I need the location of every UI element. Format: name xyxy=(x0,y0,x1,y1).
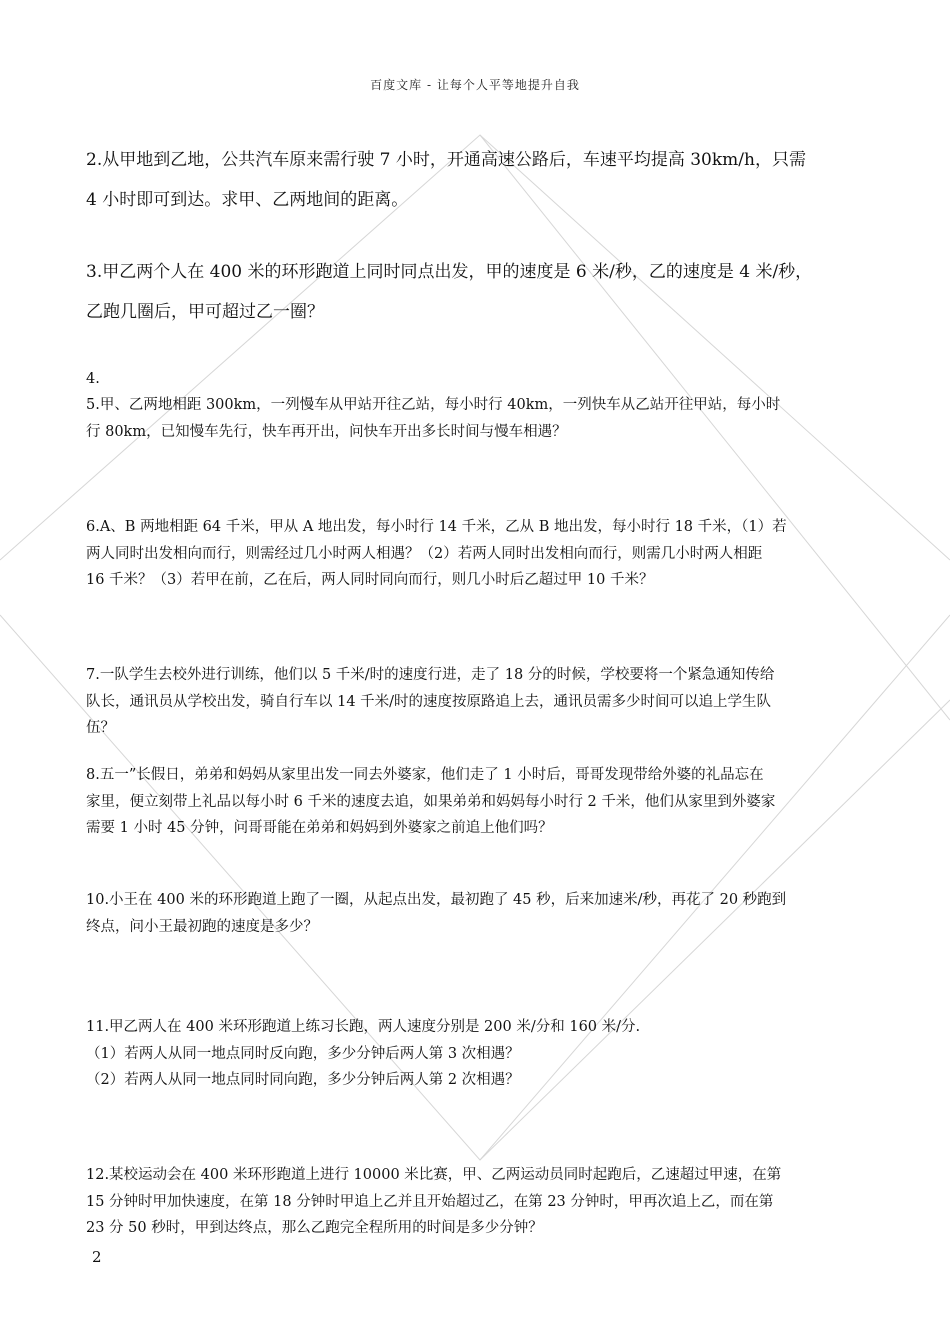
page-number: 2 xyxy=(92,1248,102,1266)
problem-line: 6.A、B 两地相距 64 千米，甲从 A 地出发，每小时行 14 千米，乙从 B 地出发，每小时行 18 千米，（1）若 xyxy=(86,519,787,535)
problem-line: 3.甲乙两个人在 400 米的环形跑道上同时同点出发，甲的速度是 6 米/秒，乙的速度是 4 米/秒， xyxy=(86,262,813,282)
problem-line: 5.甲、乙两地相距 300km，一列慢车从甲站开往乙站，每小时行 40km，一列快车从乙站开往甲站，每小时 xyxy=(86,397,781,413)
problem-line: 行 80km，已知慢车先行，快车再开出，问快车开出多长时间与慢车相遇？ xyxy=(86,423,567,440)
problem-8 xyxy=(86,762,866,842)
problem-line: 23 分 50 秒时，甲到达终点，那么乙跑完全程所用的时间是多少分钟？ xyxy=(86,1220,543,1236)
problem-line: 11.甲乙两人在 400 米环形跑道上练习长跑，两人速度分别是 200 米/分和 160 米/分. xyxy=(86,1019,641,1035)
problem-line: 2.从甲地到乙地，公共汽车原来需行驶 7 小时，开通高速公路后，车速平均提高 30km/h，只需 xyxy=(86,150,806,170)
problem-12 xyxy=(86,1162,866,1242)
problem-10 xyxy=(86,887,866,940)
problem-line: 4. xyxy=(86,371,100,387)
problem-6 xyxy=(86,514,866,594)
problem-line: 15 分钟时甲加快速度，在第 18 分钟时甲追上乙并且开始超过乙，在第 23 分钟时，甲再次追上乙，而在第 xyxy=(86,1193,774,1210)
problem-line: 伍？ xyxy=(86,720,115,736)
problem-7 xyxy=(86,662,866,742)
problem-2 xyxy=(86,140,866,220)
page-header: 百度文库 - 让每个人平等地提升自我 xyxy=(370,78,580,92)
problem-line: 10.小王在 400 米的环形跑道上跑了一圈，从起点出发，最初跑了 45 秒，后来加速米/秒，再花了 20 秒跑到 xyxy=(86,892,787,908)
problem-line: （1）若两人从同一地点同时反向跑，多少分钟后两人第 3 次相遇？ xyxy=(86,1045,520,1062)
problem-line: 需要 1 小时 45 分钟，问哥哥能在弟弟和妈妈到外婆家之前追上他们吗？ xyxy=(86,820,553,836)
problem-line: 12.某校运动会在 400 米环形跑道上进行 10000 米比赛，甲、乙两运动员同时起跑后，乙速超过甲速，在第 xyxy=(86,1167,782,1183)
problem-line: 4 小时即可到达。求甲、乙两地间的距离。 xyxy=(86,190,409,210)
problem-line: （2）若两人从同一地点同时同向跑，多少分钟后两人第 2 次相遇？ xyxy=(86,1072,520,1088)
problem-4 xyxy=(86,366,866,393)
problem-5 xyxy=(86,392,866,445)
problem-3 xyxy=(86,252,866,332)
problem-line: 8.五一”长假日，弟弟和妈妈从家里出发一同去外婆家，他们走了 1 小时后，哥哥发现带给外婆的礼品忘在 xyxy=(86,767,764,783)
problem-line: 终点，问小王最初跑的速度是多少？ xyxy=(86,918,318,935)
problem-line: 队长，通讯员从学校出发，骑自行车以 14 千米/时的速度按原路追上去，通讯员需多少时间可以追上学生队 xyxy=(86,693,772,710)
problem-line: 家里，便立刻带上礼品以每小时 6 千米的速度去追，如果弟弟和妈妈每小时行 2 千米，他们从家里到外婆家 xyxy=(86,793,776,810)
problem-11 xyxy=(86,1014,866,1094)
problem-line: 乙跑几圈后，甲可超过乙一圈？ xyxy=(86,302,324,322)
problem-line: 两人同时出发相向而行，则需经过几小时两人相遇？（2）若两人同时出发相向而行，则需几小时两人相距 xyxy=(86,545,763,562)
problem-line: 16 千米？（3）若甲在前，乙在后，两人同时同向而行，则几小时后乙超过甲 10 千米？ xyxy=(86,572,654,588)
problem-line: 7.一队学生去校外进行训练，他们以 5 千米/时的速度行进，走了 18 分的时候，学校要将一个紧急通知传给 xyxy=(86,667,775,683)
